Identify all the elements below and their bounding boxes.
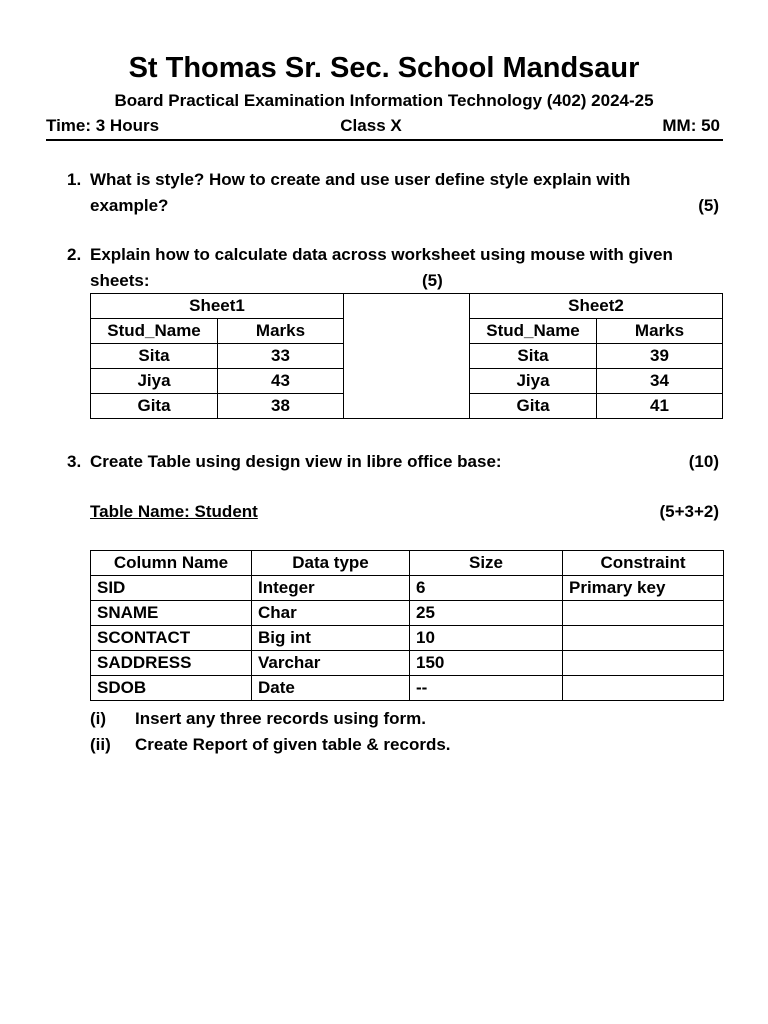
sheet1-header-cell: Stud_Name	[91, 319, 218, 344]
sheet2-cell: 41	[597, 394, 723, 419]
question-1-text-line2: example?	[90, 196, 169, 215]
design-cell: SNAME	[91, 601, 252, 626]
subpart-text: Insert any three records using form.	[135, 709, 426, 728]
design-cell: Date	[252, 676, 410, 701]
sheet1-title: Sheet1	[91, 294, 344, 319]
sheet2-title: Sheet2	[470, 294, 723, 319]
design-cell: 25	[410, 601, 563, 626]
question-1-text-line1: What is style? How to create and use user define style explain with	[90, 170, 631, 189]
sheet2-cell: Jiya	[470, 369, 597, 394]
question-3-marks: (10)	[688, 452, 719, 471]
sheet2-header-cell: Marks	[597, 319, 723, 344]
design-header-cell: Column Name	[91, 551, 252, 576]
question-3-sub-marks: (5+3+2)	[659, 502, 719, 521]
question-3-number: 3.	[67, 452, 82, 471]
sheet2-cell: 34	[597, 369, 723, 394]
sheet2-cell: Sita	[470, 344, 597, 369]
worksheet-table	[90, 293, 723, 419]
sheet2-cell: Gita	[470, 394, 597, 419]
sheet2-cell: 39	[597, 344, 723, 369]
sheet1-cell: Jiya	[91, 369, 218, 394]
exam-class: Class X	[340, 116, 402, 135]
sheet-gap-cell	[344, 294, 470, 419]
design-cell: Char	[252, 601, 410, 626]
exam-title: Board Practical Examination Information Technology (402) 2024-25	[114, 91, 654, 110]
design-cell: 150	[410, 651, 563, 676]
sheet1-cell: 38	[218, 394, 344, 419]
design-cell: SADDRESS	[91, 651, 252, 676]
design-cell: SCONTACT	[91, 626, 252, 651]
question-2-text-line1: Explain how to calculate data across worksheet using mouse with given	[90, 245, 673, 264]
design-cell: 10	[410, 626, 563, 651]
table-name-text: Table Name: Student	[90, 502, 258, 521]
design-cell: Integer	[252, 576, 410, 601]
design-header-cell: Size	[410, 551, 563, 576]
design-cell: --	[410, 676, 563, 701]
sheet2-header-cell: Stud_Name	[470, 319, 597, 344]
design-cell	[563, 601, 724, 626]
question-1-marks: (5)	[698, 196, 719, 215]
sheet1-cell: 43	[218, 369, 344, 394]
header-divider	[46, 139, 723, 141]
design-cell: Primary key	[563, 576, 724, 601]
subpart-text: Create Report of given table & records.	[135, 735, 451, 754]
design-cell	[563, 676, 724, 701]
sheet1-cell: Gita	[91, 394, 218, 419]
subpart-label: (i)	[90, 709, 107, 728]
question-3-text: Create Table using design view in libre office base:	[90, 452, 502, 471]
max-marks: MM: 50	[662, 116, 720, 135]
question-2-number: 2.	[67, 245, 82, 264]
design-cell: Big int	[252, 626, 410, 651]
design-cell: 6	[410, 576, 563, 601]
design-cell	[563, 651, 724, 676]
question-2-text-line2: sheets:	[90, 271, 150, 290]
sheet1-header-cell: Marks	[218, 319, 344, 344]
question-2-marks: (5)	[422, 271, 443, 290]
design-header-cell: Constraint	[563, 551, 724, 576]
subpart-label: (ii)	[90, 735, 111, 754]
design-cell: SID	[91, 576, 252, 601]
design-view-table	[90, 550, 724, 701]
design-cell: SDOB	[91, 676, 252, 701]
design-cell: Varchar	[252, 651, 410, 676]
school-name: St Thomas Sr. Sec. School Mandsaur	[128, 52, 640, 84]
sheet1-cell: Sita	[91, 344, 218, 369]
table-name-label	[90, 499, 258, 525]
exam-time: Time: 3 Hours	[46, 116, 160, 135]
design-header-cell: Data type	[252, 551, 410, 576]
sheet1-cell: 33	[218, 344, 344, 369]
question-1-number: 1.	[67, 170, 82, 189]
design-cell	[563, 626, 724, 651]
